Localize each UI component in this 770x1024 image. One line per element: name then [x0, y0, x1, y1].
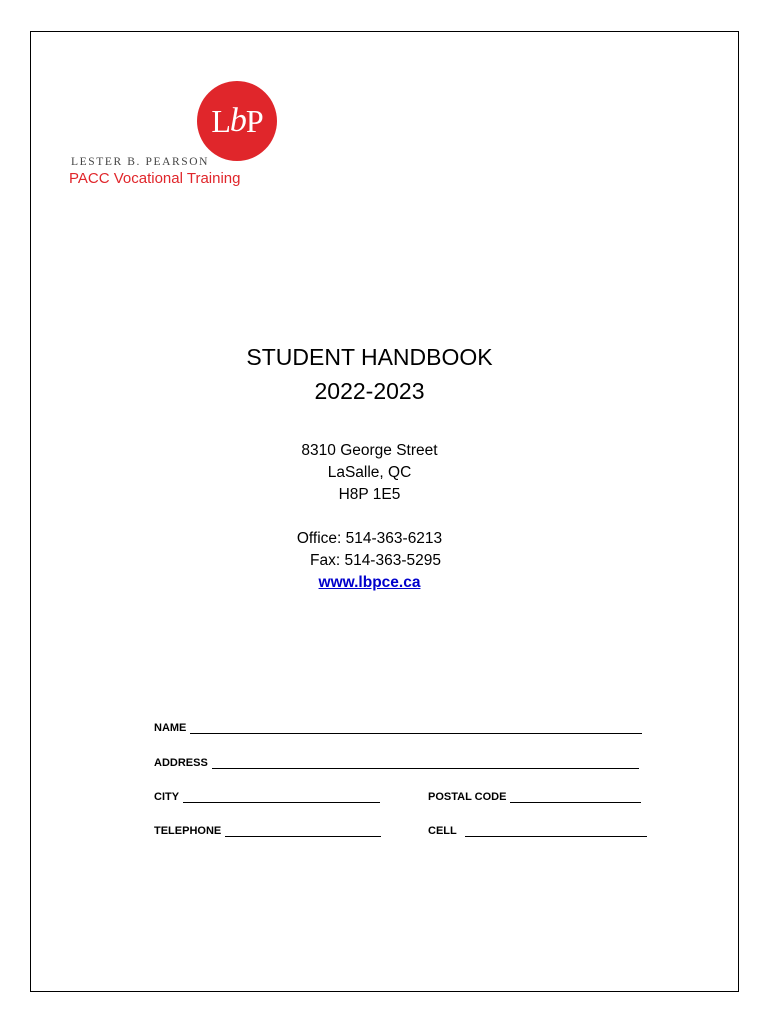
address-postal: H8P 1E5 [338, 486, 401, 503]
logo-school-name: LESTER B. PEARSON [71, 156, 210, 168]
document-title: STUDENT HANDBOOK [246, 344, 493, 370]
office-phone [31, 528, 708, 550]
office-phone-text: Office: 514-363-6213 [296, 530, 443, 547]
address-field[interactable] [154, 757, 639, 769]
logo [69, 74, 263, 192]
fax-number-text: Fax: 514-363-5295 [310, 552, 441, 569]
document-page [30, 31, 739, 992]
address-blank-line[interactable] [212, 758, 639, 769]
postal-code-field[interactable] [428, 791, 641, 803]
city-label: CITY [154, 791, 180, 803]
address-label: ADDRESS [154, 757, 208, 769]
name-blank-line[interactable] [190, 723, 642, 734]
website-link[interactable]: www.lbpce.ca [318, 574, 421, 591]
name-label: NAME [154, 722, 187, 734]
lbp-logo-circle [197, 81, 277, 161]
logo-letter-p: P [245, 102, 263, 139]
cell-field[interactable] [428, 825, 647, 837]
logo-letter-l: L [211, 102, 230, 139]
cell-blank-line[interactable] [465, 826, 647, 837]
logo-letter-b: b [229, 102, 246, 139]
city-field[interactable] [154, 791, 380, 803]
telephone-label: TELEPHONE [154, 825, 222, 837]
postal-code-label: POSTAL CODE [428, 791, 507, 803]
cell-label: CELL [428, 825, 457, 837]
address-city: LaSalle, QC [327, 464, 412, 481]
postal-code-blank-line[interactable] [510, 792, 641, 803]
document-year: 2022-2023 [314, 378, 425, 404]
logo-subtitle: PACC Vocational Training [69, 170, 241, 187]
city-blank-line[interactable] [183, 792, 380, 803]
fax-number [31, 550, 708, 572]
telephone-blank-line[interactable] [225, 826, 381, 837]
name-field[interactable] [154, 722, 642, 734]
address-street: 8310 George Street [301, 442, 438, 459]
telephone-field[interactable] [154, 825, 381, 837]
